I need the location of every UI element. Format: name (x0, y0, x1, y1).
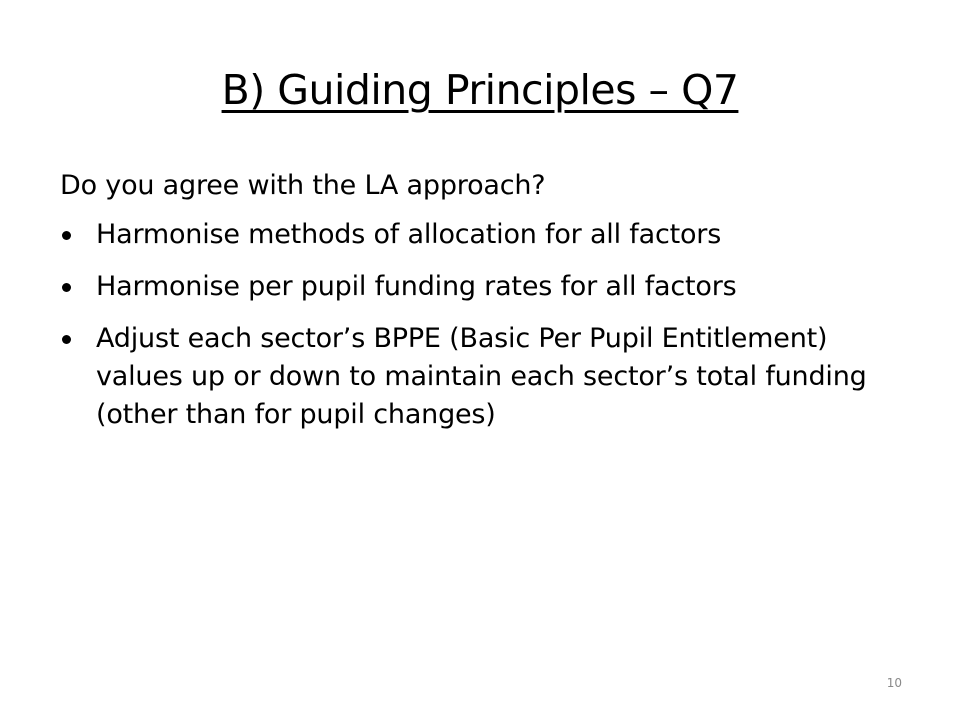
bullet-text: Harmonise methods of allocation for all factors (96, 219, 722, 250)
bullet-icon (62, 283, 71, 292)
bullet-text: Adjust each sector’s BPPE (Basic Per Pupil Entitlement) values up or down to maintain each sector’s total funding (other than for pupil changes) (96, 323, 867, 430)
slide-body (60, 166, 880, 448)
bullet-item (60, 216, 880, 254)
bullet-list (60, 216, 880, 434)
page-number: 10 (886, 676, 902, 690)
bullet-item (60, 320, 880, 434)
intro-question: Do you agree with the LA approach? (60, 170, 546, 201)
bullet-icon (62, 231, 71, 240)
slide-title-text: B) Guiding Principles – Q7 (221, 66, 739, 114)
bullet-text: Harmonise per pupil funding rates for all factors (96, 271, 737, 302)
bullet-item (60, 268, 880, 306)
slide-title (0, 62, 960, 118)
bullet-icon (62, 335, 71, 344)
